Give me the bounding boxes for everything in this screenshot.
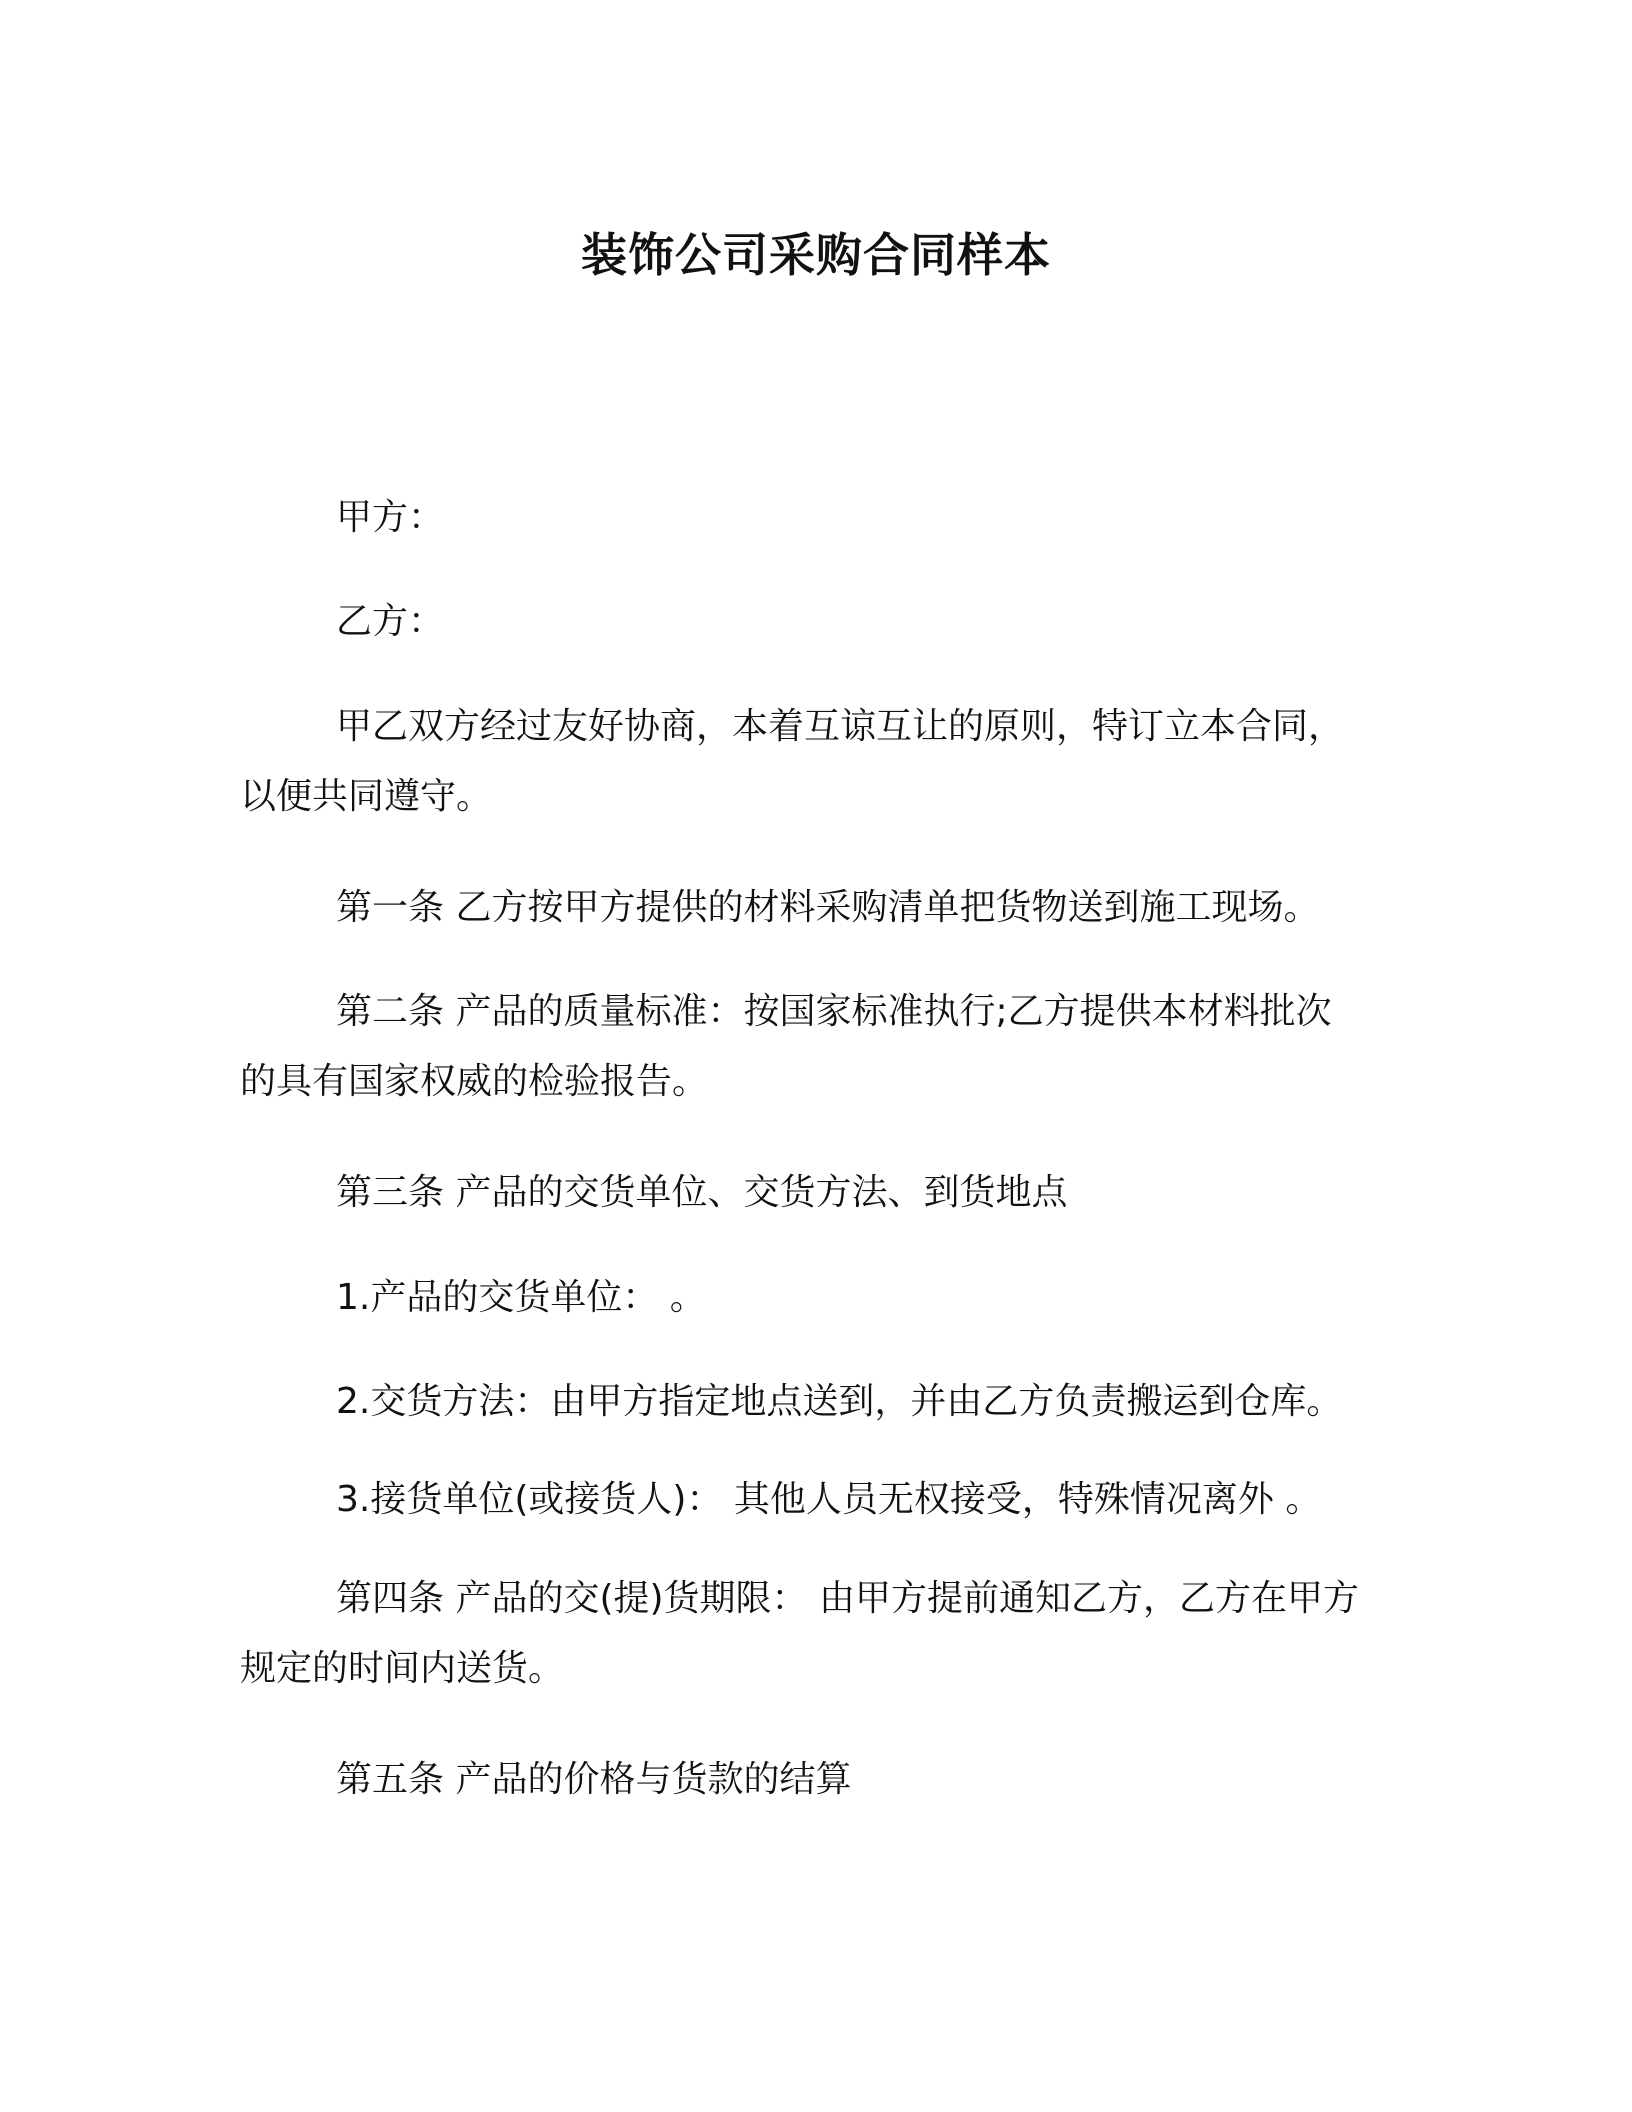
article-4-line-2: 规定的时间内送货。: [240, 1648, 565, 1689]
article-2-line-1: 第二条 产品的质量标准：按国家标准执行;乙方提供本材料批次: [336, 991, 1332, 1032]
item-3-paragraph: [240, 1470, 1380, 1530]
article-2-paragraph: [240, 982, 1380, 1112]
item-2-text: 2.交货方法：由甲方指定地点送到，并由乙方负责搬运到仓库。: [336, 1381, 1343, 1422]
article-3-text: 第三条 产品的交货单位、交货方法、到货地点: [336, 1172, 1068, 1213]
item-1-paragraph: [240, 1268, 1380, 1328]
party-a-label: 甲方：: [336, 497, 445, 538]
article-1-text: 第一条 乙方按甲方提供的材料采购清单把货物送到施工现场。: [336, 887, 1320, 928]
party-b-label: 乙方：: [336, 601, 445, 642]
article-3-paragraph: [240, 1163, 1380, 1223]
article-2-line-2: 的具有国家权威的检验报告。: [240, 1061, 709, 1102]
party-a-line: [240, 488, 1380, 548]
item-1-text: 1.产品的交货单位： 。: [336, 1277, 706, 1318]
article-1-paragraph: [240, 878, 1380, 938]
item-2-paragraph: [240, 1372, 1380, 1432]
preamble-paragraph: [240, 697, 1380, 827]
item-3-text: 3.接货单位(或接货人)： 其他人员无权接受，特殊情况离外 。: [336, 1479, 1322, 1520]
preamble-line-1: 甲乙双方经过友好协商，本着互谅互让的原则，特订立本合同，: [336, 706, 1345, 747]
article-5-paragraph: [240, 1750, 1380, 1810]
article-4-line-1: 第四条 产品的交(提)货期限： 由甲方提前通知乙方，乙方在甲方: [336, 1578, 1359, 1619]
article-4-paragraph: [240, 1569, 1380, 1699]
party-b-line: [240, 592, 1380, 652]
document-title: 装饰公司采购合同样本: [581, 228, 1051, 282]
preamble-line-2: 以便共同遵守。: [240, 776, 493, 817]
article-5-text: 第五条 产品的价格与货款的结算: [336, 1759, 852, 1800]
